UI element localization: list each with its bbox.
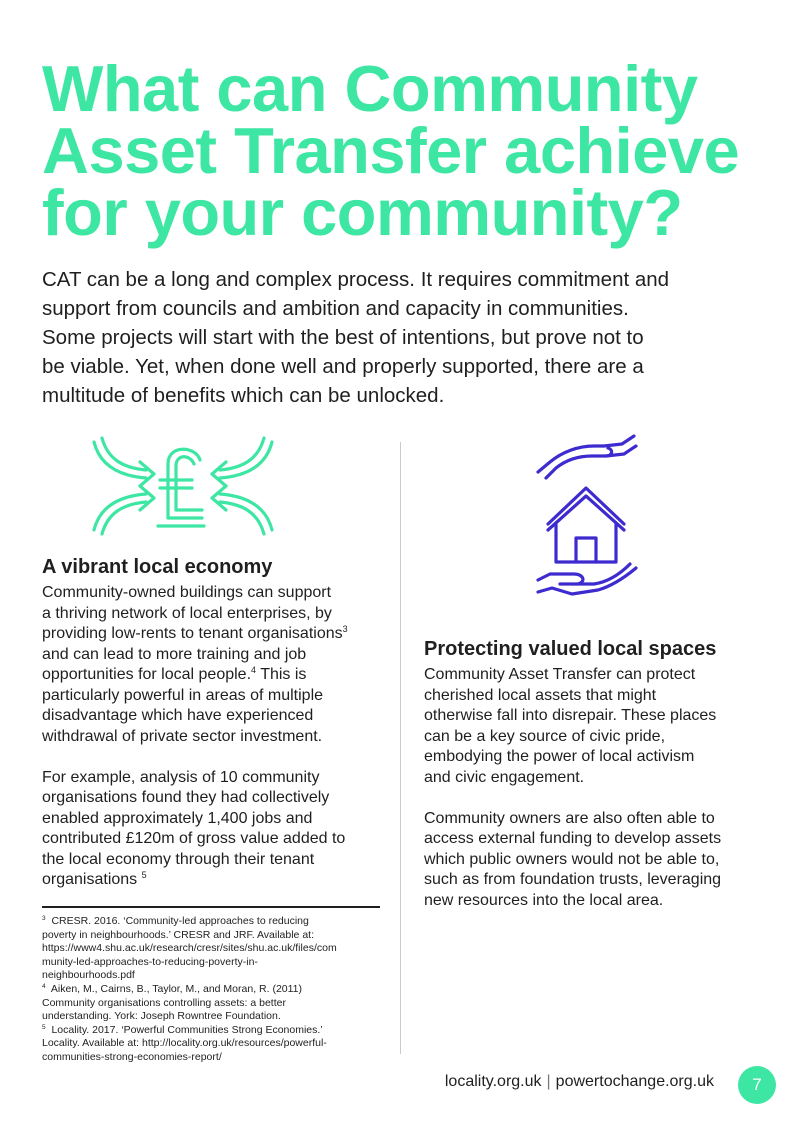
footnote-rule — [42, 906, 380, 908]
text-span: CRESR. 2016. ‘Community-led approaches to reducing — [51, 915, 309, 927]
text-line: new resources into the local area. — [424, 891, 664, 909]
intro-line: CAT can be a long and complex process. It requires commitment and — [42, 268, 670, 291]
paragraph-gap — [42, 747, 387, 768]
intro-line: support from councils and ambition and capacity in communities. — [42, 297, 629, 320]
left-column-body — [42, 583, 387, 891]
footnote-link[interactable]: https://www4.shu.ac.uk/research/cresr/sites/shu.ac.uk/files/com — [42, 942, 337, 955]
intro-paragraph — [42, 265, 762, 410]
footnote-number: 5 — [42, 1023, 46, 1031]
paragraph-gap — [424, 788, 769, 809]
footnote-number: 3 — [42, 915, 46, 922]
left-paragraph-2 — [42, 768, 387, 891]
text-line: withdrawal of private sector investment. — [42, 727, 323, 745]
footnote-link[interactable]: Locality. Available at: http://locality.org.uk/resources/powerful- — [42, 1037, 327, 1050]
text-line — [42, 624, 387, 645]
text-line: embodying the power of local activism — [424, 748, 695, 765]
right-column-body — [424, 665, 769, 911]
text-line: the local economy through their tenant — [42, 850, 315, 868]
title-line-2: Asset Transfer achieve — [42, 114, 740, 187]
text-line — [42, 665, 387, 686]
powertochange-link[interactable]: powertochange.org.uk — [555, 1073, 714, 1090]
text-line: otherwise fall into disrepair. These places — [424, 707, 717, 724]
page-number-badge: 7 — [738, 1066, 776, 1104]
intro-line: Some projects will start with the best of intentions, but prove not to — [42, 326, 644, 349]
footnote-link[interactable]: munity-led-approaches-to-reducing-poverty-in- — [42, 955, 258, 968]
text-line: cherished local assets that might — [424, 686, 657, 704]
text-span: Aiken, M., Cairns, B., Taylor, M., and Moran, R. (2011) — [50, 982, 303, 995]
text-line: Community owners are also often able to — [424, 809, 715, 827]
column-divider — [400, 442, 401, 1054]
title-line-3: for your community? — [42, 176, 683, 249]
right-paragraph-1 — [424, 665, 769, 788]
footnote-ref: 3 — [342, 624, 348, 634]
text-line: contributed £120m of gross value added to — [42, 830, 346, 847]
intro-line: multitude of benefits which can be unlocked. — [42, 384, 445, 407]
text-span: Locality. 2017. ‘Powerful Communities Strong Economies.’ — [51, 1023, 323, 1036]
footnote-link[interactable]: neighbourhoods.pdf — [42, 969, 135, 982]
text-line: and civic engagement. — [424, 768, 585, 786]
text-line: disadvantage which have experienced — [42, 707, 314, 724]
footnote-3 — [42, 915, 387, 929]
footer-separator: | — [546, 1073, 551, 1090]
right-section-heading: Protecting valued local spaces — [424, 638, 717, 660]
text-line: particularly powerful in areas of multiple — [42, 686, 324, 704]
text-span: providing low-rents to tenant organisations — [42, 625, 343, 642]
text-line: can be a key source of civic pride, — [424, 727, 666, 745]
footnote-4 — [42, 983, 387, 997]
intro-line: be viable. Yet, when done well and properly supported, there are a — [42, 355, 644, 378]
text-line: a thriving network of local enterprises, by — [42, 604, 332, 622]
text-line — [42, 870, 387, 891]
text-line: enabled approximately 1,400 jobs and — [42, 809, 313, 827]
footnote-ref: 4 — [251, 665, 257, 675]
text-line: and can lead to more training and job — [42, 645, 307, 663]
text-span: This is — [256, 666, 307, 683]
house-hands-icon — [532, 432, 640, 602]
footnote-number: 4 — [42, 982, 46, 990]
text-line: organisations found they had collectively — [42, 789, 330, 806]
text-span: opportunities for local people. — [42, 666, 252, 683]
left-paragraph-1 — [42, 583, 387, 747]
footer-links — [445, 1073, 714, 1091]
footnote-ref: 5 — [141, 870, 147, 880]
text-line: Community-owned buildings can support — [42, 584, 332, 601]
text-line: Community Asset Transfer can protect — [424, 666, 696, 683]
text-line: which public owners would not be able to, — [424, 850, 720, 868]
text-line: For example, analysis of 10 community — [42, 768, 320, 786]
text-line: access external funding to develop assets — [424, 830, 722, 847]
title-line-1: What can Community — [42, 52, 698, 125]
left-section-heading: A vibrant local economy — [42, 556, 273, 578]
locality-link[interactable]: locality.org.uk — [444, 1073, 542, 1090]
pound-arrows-icon — [88, 432, 278, 540]
footnote-line: Community organisations controlling assets: a better — [42, 996, 286, 1009]
text-span: organisations — [42, 871, 142, 888]
footnote-5 — [42, 1024, 387, 1038]
right-paragraph-2 — [424, 809, 769, 912]
text-line: such as from foundation trusts, leveraging — [424, 871, 722, 888]
footnote-line: poverty in neighbourhoods.’ CRESR and JRF. Available at: — [42, 928, 314, 941]
footnote-link[interactable]: communities-strong-economies-report/ — [42, 1050, 222, 1063]
page-title — [42, 52, 782, 249]
footnote-line: understanding. York: Joseph Rowntree Foundation. — [42, 1010, 281, 1023]
footnotes — [42, 915, 387, 1065]
